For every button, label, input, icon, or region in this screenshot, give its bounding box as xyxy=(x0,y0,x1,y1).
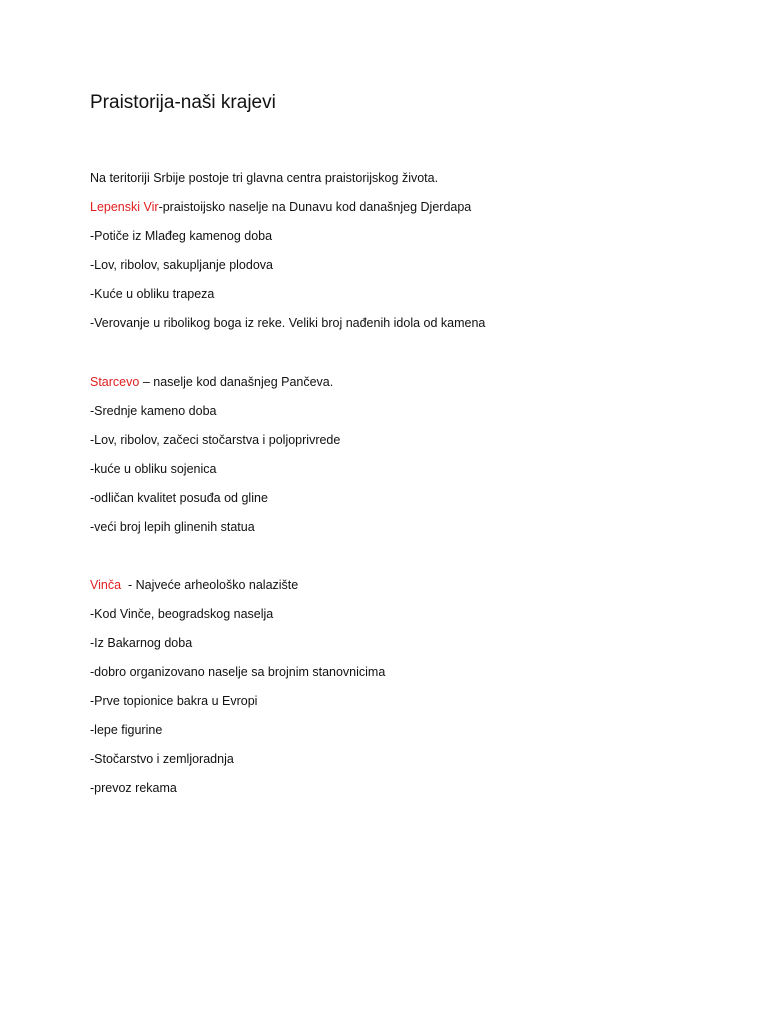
list-item: -prevoz rekama xyxy=(90,781,177,795)
vinca-name: Vinča xyxy=(90,578,122,592)
list-item: -Lov, ribolov, začeci stočarstva i poljoprivrede xyxy=(90,433,341,447)
list-item: -Potiče iz Mlađeg kamenog doba xyxy=(90,229,273,243)
list-item: -Kod Vinče, beogradskog naselja xyxy=(90,607,274,621)
list-item: -Kuće u obliku trapeza xyxy=(90,287,215,301)
starcevo-desc: – naselje kod današnjeg Pančeva. xyxy=(139,375,334,389)
lepenski-name: Lepenski Vir xyxy=(90,200,159,214)
list-item: -Iz Bakarnog doba xyxy=(90,636,193,650)
vinca-desc: - Najveće arheološko nalazište xyxy=(121,578,299,592)
list-item: -dobro organizovano naselje sa brojnim stanovnicima xyxy=(90,665,386,679)
intro-line: Na teritoriji Srbije postoje tri glavna centra praistorijskog života. xyxy=(90,171,439,185)
list-item: -veći broj lepih glinenih statua xyxy=(90,520,255,534)
vinca-heading xyxy=(90,577,298,593)
list-item: -Prve topionice bakra u Evropi xyxy=(90,694,258,708)
starcevo-heading xyxy=(90,374,333,390)
list-item: -odličan kvalitet posuđa od gline xyxy=(90,491,268,505)
list-item: -lepe figurine xyxy=(90,723,163,737)
list-item: -Lov, ribolov, sakupljanje plodova xyxy=(90,258,273,272)
lepenski-desc: -praistoijsko naselje na Dunavu kod današnjeg Djerdapa xyxy=(158,200,472,214)
lepenski-heading xyxy=(90,199,471,215)
starcevo-name: Starcevo xyxy=(90,375,140,389)
list-item: -Verovanje u ribolikog boga iz reke. Veliki broj nađenih idola od kamena xyxy=(90,316,486,330)
list-item: -kuće u obliku sojenica xyxy=(90,462,217,476)
document-title: Praistorija-naši krajevi xyxy=(90,92,276,113)
list-item: -Stočarstvo i zemljoradnja xyxy=(90,752,234,766)
list-item: -Srednje kameno doba xyxy=(90,404,217,418)
